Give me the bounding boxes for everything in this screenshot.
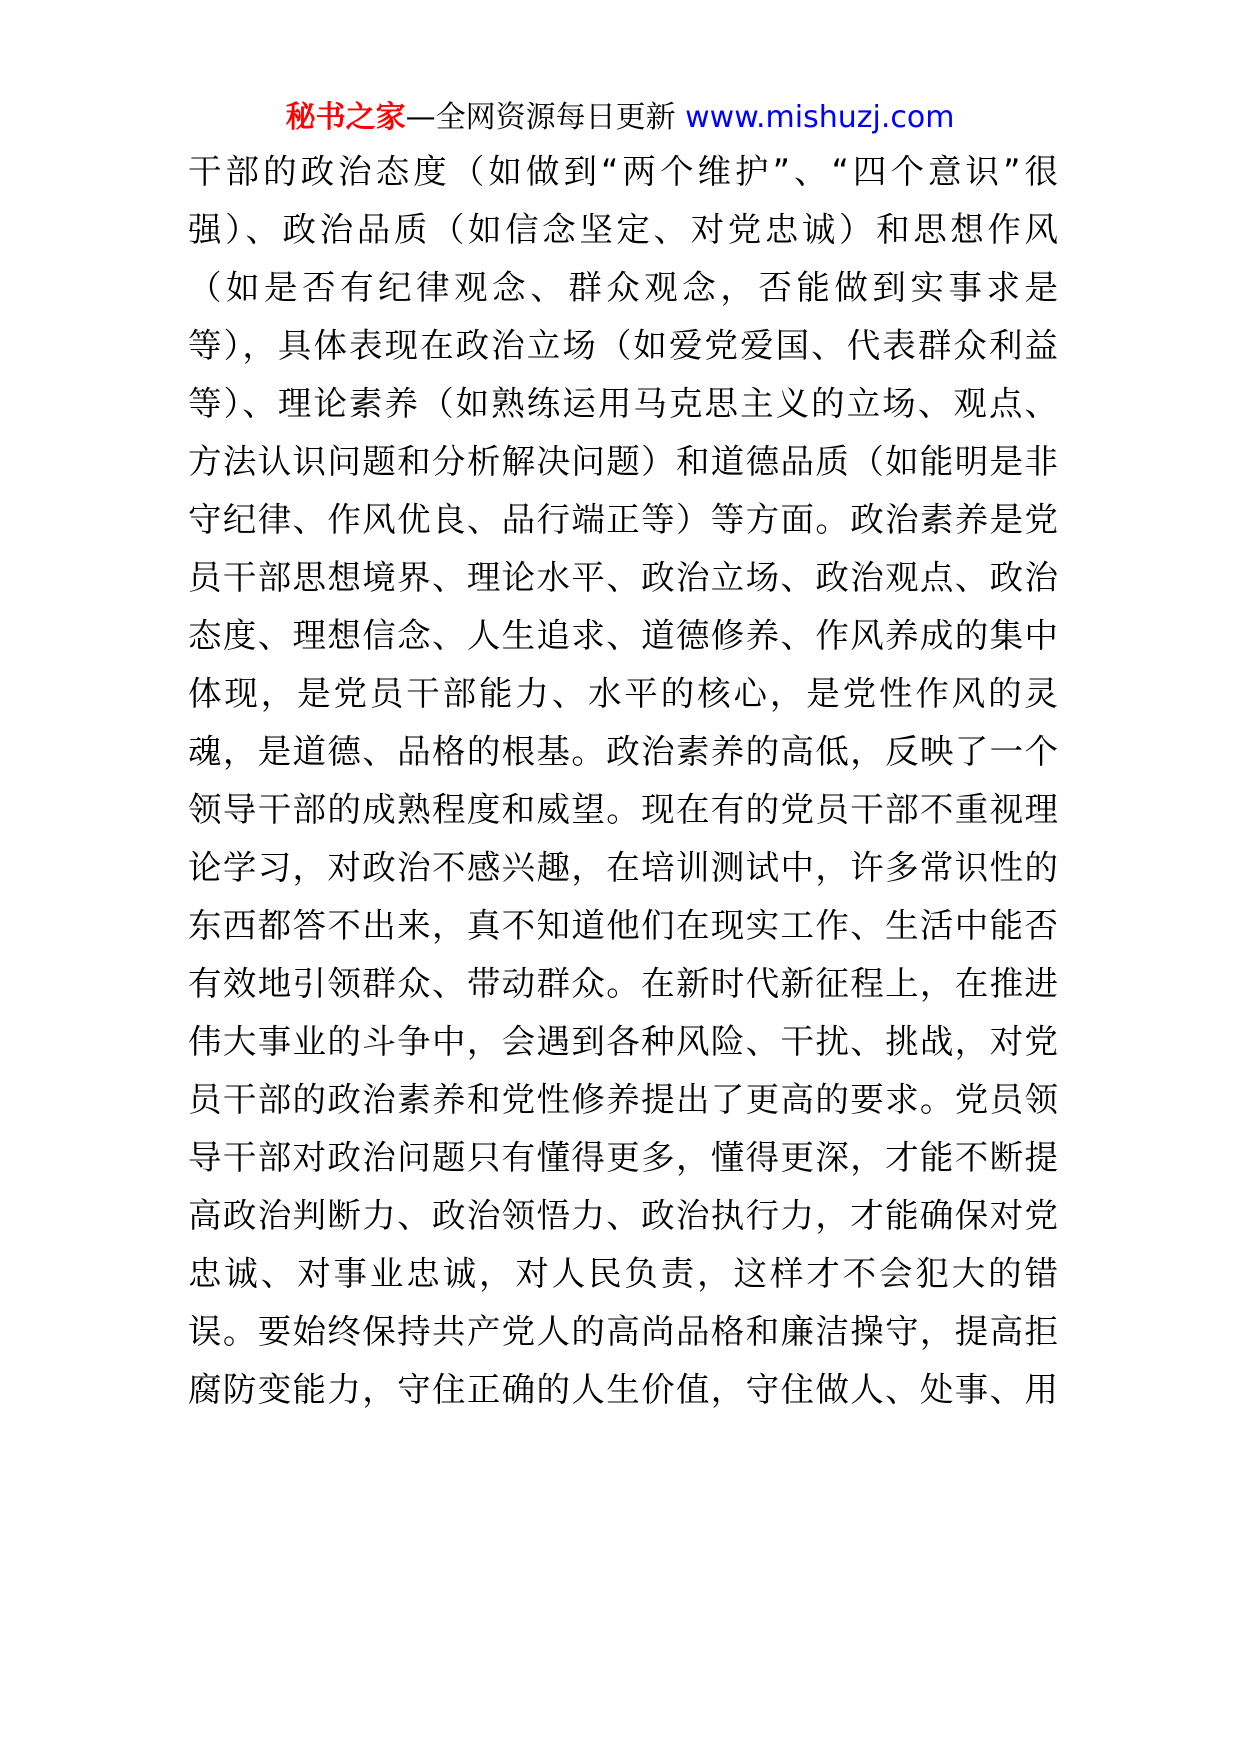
body-text-line: （如是否有纪律观念、群众观念，否能做到实事求是 [188,268,1058,307]
body-text-line: 导干部对政治问题只有懂得更多，懂得更深，才能不断提 [188,1138,1058,1177]
body-text-line: 强）、政治品质（如信念坚定、对党忠诚）和思想作风 [188,210,1058,249]
body-text-line: 高政治判断力、政治领悟力、政治执行力，才能确保对党 [188,1196,1058,1235]
body-text-line: 领导干部的成熟程度和威望。现在有的党员干部不重视理 [188,790,1058,829]
body-text-line: 伟大事业的斗争中，会遇到各种风险、干扰、挑战，对党 [188,1022,1058,1061]
body-text-line: 员干部的政治素养和党性修养提出了更高的要求。党员领 [188,1080,1058,1119]
body-text-line: 误。要始终保持共产党人的高尚品格和廉洁操守，提高拒 [188,1312,1058,1351]
brand-name: 秘书之家 [285,100,406,135]
body-text-line: 等）、理论素养（如熟练运用马克思主义的立场、观点、 [188,384,1058,423]
body-text-line: 腐防变能力，守住正确的人生价值，守住做人、处事、用 [188,1370,1058,1409]
body-text-line: 守纪律、作风优良、品行端正等）等方面。政治素养是党 [188,500,1058,539]
body-text-line: 态度、理想信念、人生追求、道德修养、作风养成的集中 [188,616,1058,655]
body-text-line: 论学习，对政治不感兴趣，在培训测试中，许多常识性的 [188,848,1058,887]
body-text-line: 体现，是党员干部能力、水平的核心，是党性作风的灵 [188,674,1058,713]
body-text-line: 等），具体表现在政治立场（如爱党爱国、代表群众利益 [188,326,1058,365]
body-text-line: 东西都答不出来，真不知道他们在现实工作、生活中能否 [188,906,1058,945]
body-text-line: 忠诚、对事业忠诚，对人民负责，这样才不会犯大的错 [188,1254,1058,1293]
body-text-line: 员干部思想境界、理论水平、政治立场、政治观点、政治 [188,558,1058,597]
body-text-line: 魂，是道德、品格的根基。政治素养的高低，反映了一个 [188,732,1058,771]
body-text-line: 方法认识问题和分析解决问题）和道德品质（如能明是非 [188,442,1058,481]
header-tagline: —全网资源每日更新 [405,100,686,135]
site-url-link[interactable]: www.mishuzj.com [685,100,955,135]
page-header [0,98,1240,138]
body-text-line: 有效地引领群众、带动群众。在新时代新征程上，在推进 [188,964,1058,1003]
body-text-line: 干部的政治态度（如做到“两个维护”、“四个意识”很 [188,152,1058,191]
